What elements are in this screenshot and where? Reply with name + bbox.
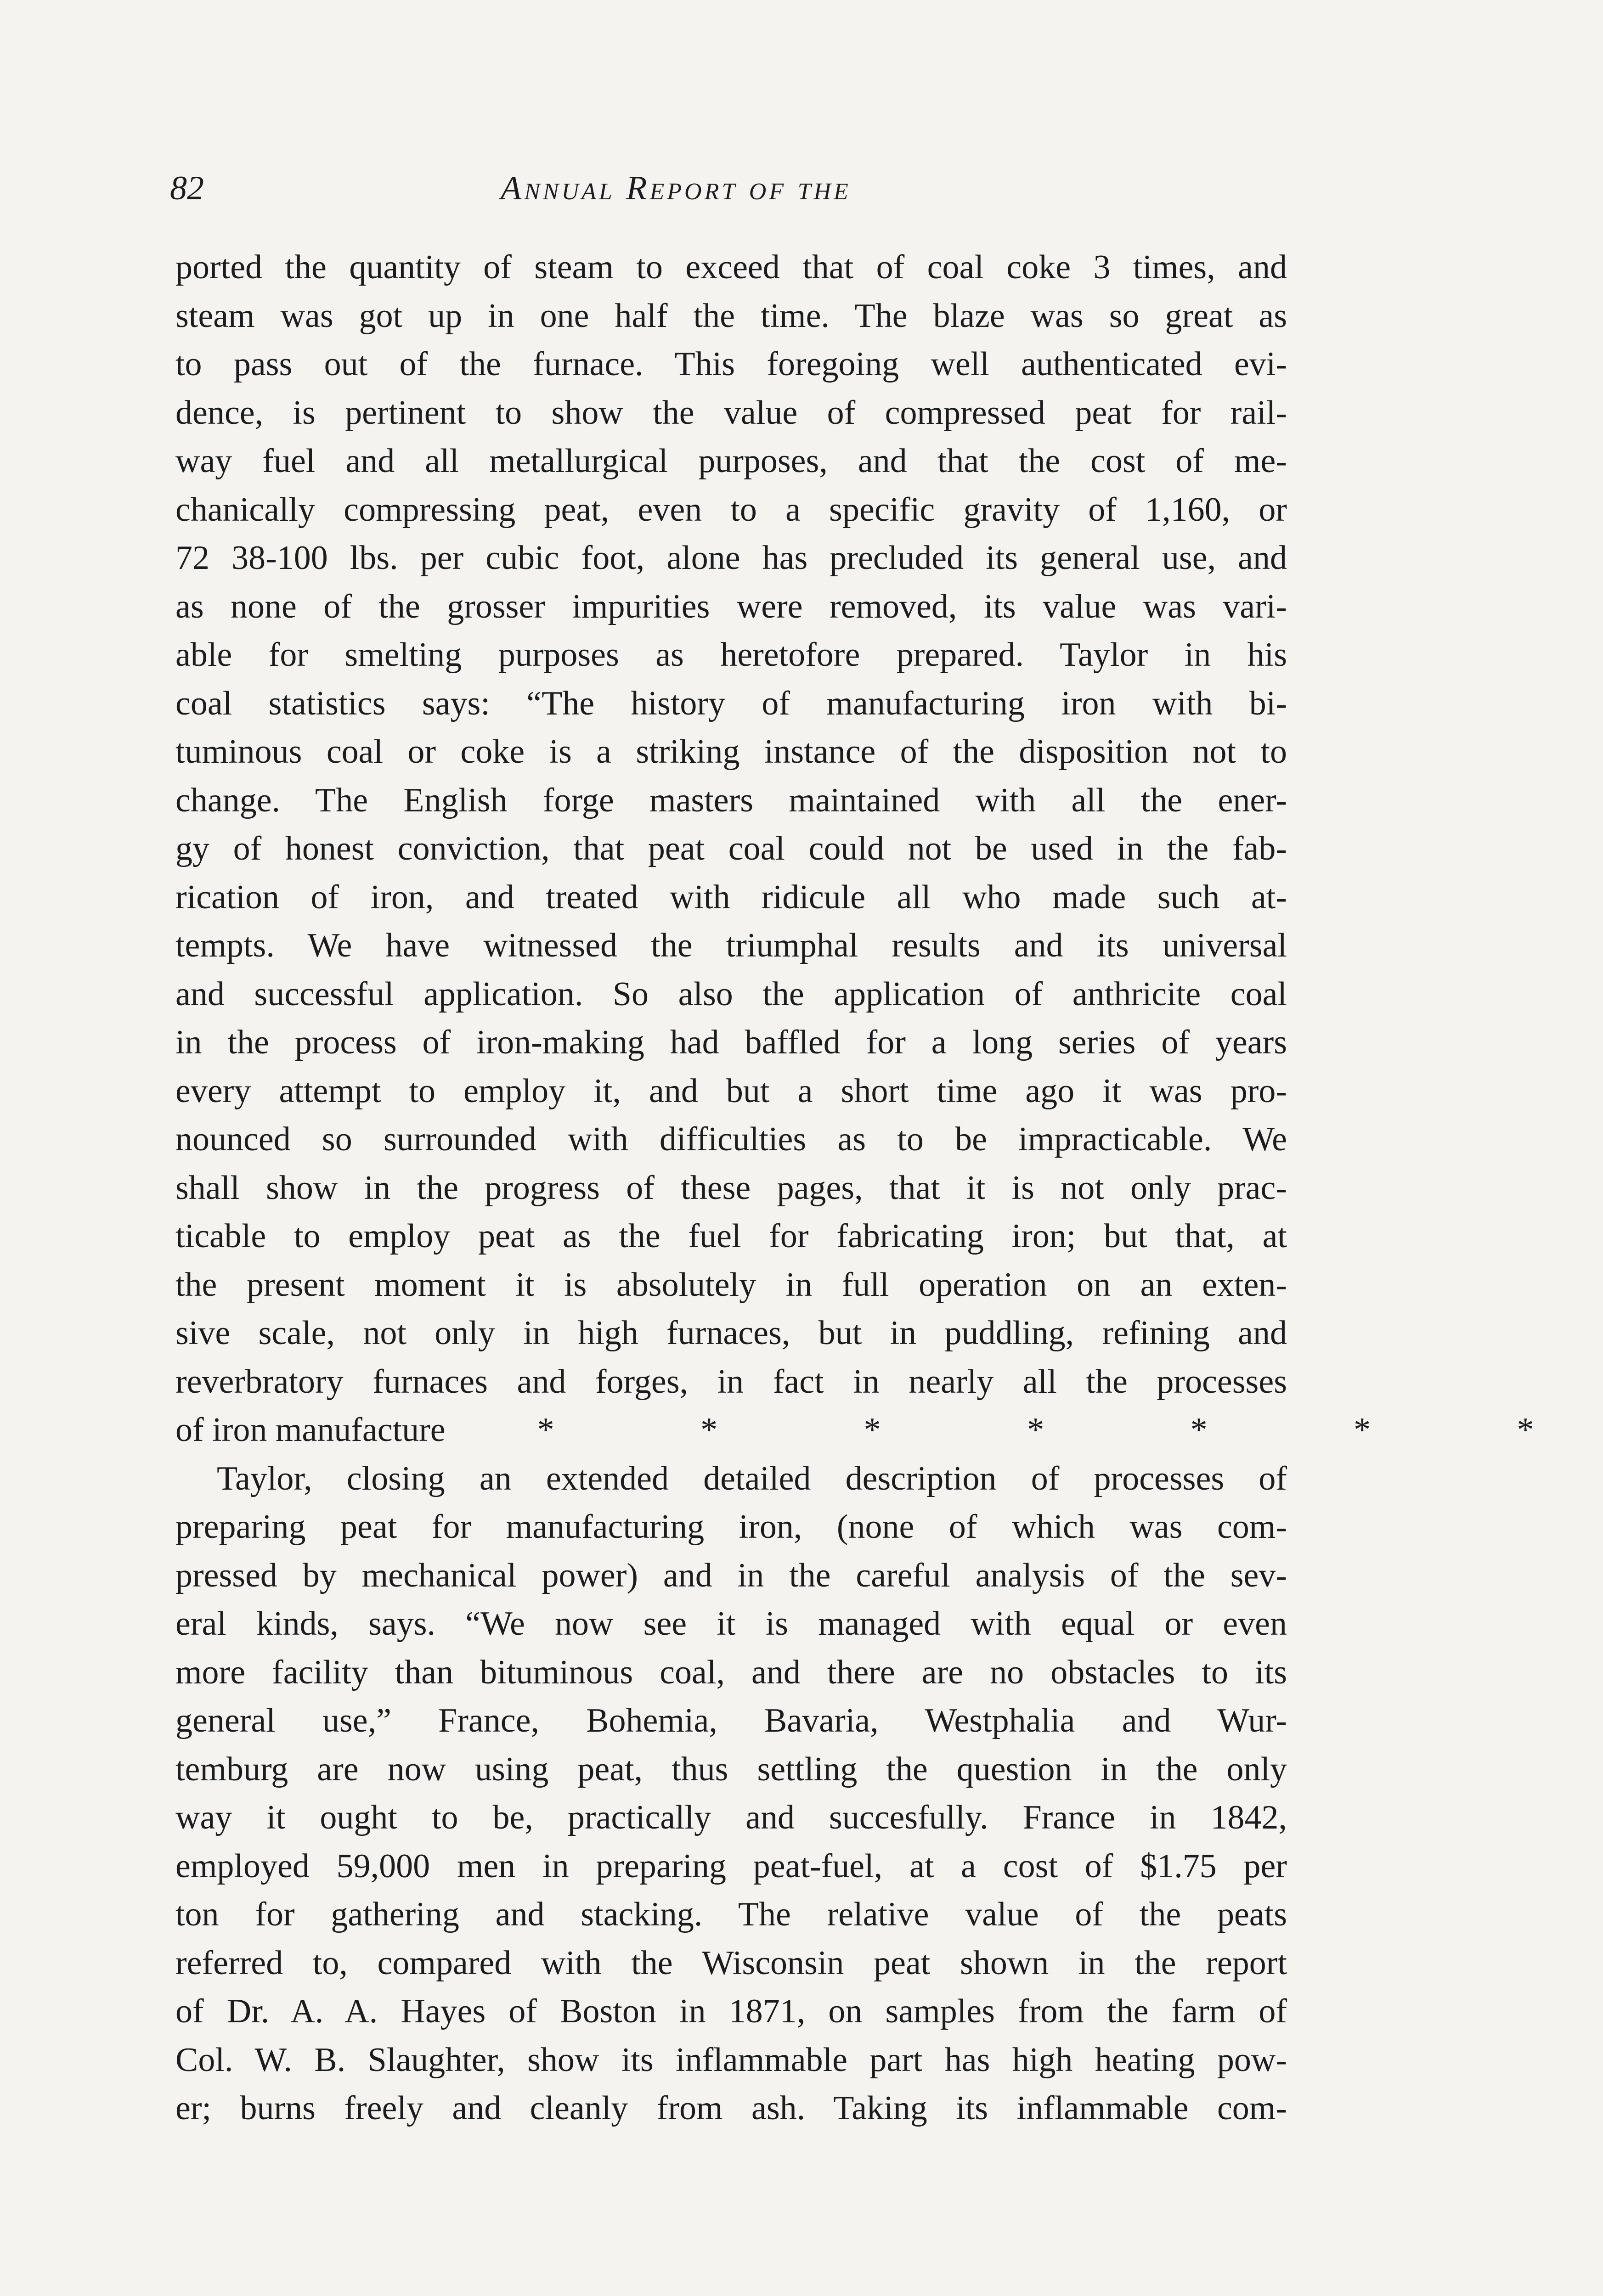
- text-line: temburg are now using peat, thus settling the question in the only: [175, 1750, 1287, 1788]
- text-line-manufacture: [175, 1406, 1603, 1455]
- text-line: the present moment it is absolutely in full operation on an exten-: [175, 1266, 1287, 1304]
- paragraph-start-line: Taylor, closing an extended detailed description of processes of: [217, 1459, 1287, 1497]
- text-line: ton for gathering and stacking. The relative value of the peats: [175, 1896, 1287, 1933]
- ellipsis-asterisks: * * * * * * *: [537, 1411, 1603, 1449]
- text-line: er; burns freely and cleanly from ash. Taking its inflammable com-: [175, 2089, 1287, 2127]
- text-line: reverbratory furnaces and forges, in fact in nearly all the processes: [175, 1362, 1287, 1401]
- text-line: pressed by mechanical power) and in the careful analysis of the sev-: [175, 1556, 1287, 1594]
- text-line: dence, is pertinent to show the value of compressed peat for rail-: [175, 394, 1287, 432]
- text-line: way it ought to be, practically and succesfully. France in 1842,: [175, 1799, 1287, 1836]
- text-line: change. The English forge masters maintained with all the ener-: [175, 781, 1287, 819]
- text-line: and successful application. So also the application of anthricite coal: [175, 975, 1287, 1013]
- text-line: sive scale, not only in high furnaces, but in puddling, refining and: [175, 1314, 1287, 1352]
- text-line: to pass out of the furnace. This foregoing well authenticated evi-: [175, 345, 1287, 383]
- text-line: nounced so surrounded with difficulties as to be impracticable. We: [175, 1120, 1287, 1158]
- page-header: [170, 156, 1286, 220]
- text-line: tempts. We have witnessed the triumphal results and its universal: [175, 927, 1287, 964]
- text-line: way fuel and all metallurgical purposes, and that the cost of me-: [175, 442, 1287, 480]
- text-line: gy of honest conviction, that peat coal could not be used in the fab-: [175, 830, 1287, 867]
- text-line: coal statistics says: “The history of manufacturing iron with bi-: [175, 684, 1287, 722]
- page-number: 82: [170, 169, 204, 207]
- text-line: referred to, compared with the Wisconsin peat shown in the report: [175, 1944, 1287, 1982]
- text-line: employed 59,000 men in preparing peat-fuel, at a cost of $1.75 per: [175, 1847, 1287, 1885]
- text-line: preparing peat for manufacturing iron, (none of which was com-: [175, 1508, 1287, 1546]
- manufacture-text: of iron manufacture: [175, 1411, 446, 1449]
- text-line: able for smelting purposes as heretofore prepared. Taylor in his: [175, 636, 1287, 674]
- text-line: shall show in the progress of these pages, that it is not only prac-: [175, 1169, 1287, 1207]
- text-line: general use,” France, Bohemia, Bavaria, Westphalia and Wur-: [175, 1702, 1287, 1739]
- text-line: eral kinds, says. “We now see it is managed with equal or even: [175, 1605, 1287, 1643]
- text-line: in the process of iron-making had baffled for a long series of years: [175, 1024, 1287, 1061]
- text-line: more facility than bituminous coal, and there are no obstacles to its: [175, 1653, 1287, 1691]
- text-line: steam was got up in one half the time. The blaze was so great as: [175, 297, 1287, 335]
- text-line: of Dr. A. A. Hayes of Boston in 1871, on samples from the farm of: [175, 1992, 1287, 2030]
- text-line: 72 38-100 lbs. per cubic foot, alone has precluded its general use, and: [175, 539, 1287, 577]
- text-line: ported the quantity of steam to exceed that of coal coke 3 times, and: [175, 248, 1287, 286]
- text-line: every attempt to employ it, and but a short time ago it was pro-: [175, 1072, 1287, 1110]
- running-title: Annual Report of the: [501, 169, 851, 207]
- text-line: as none of the grosser impurities were removed, its value was vari-: [175, 587, 1287, 625]
- text-line: chanically compressing peat, even to a specific gravity of 1,160, or: [175, 490, 1287, 529]
- text-line: rication of iron, and treated with ridicule all who made such at-: [175, 878, 1287, 916]
- text-line: ticable to employ peat as the fuel for fabricating iron; but that, at: [175, 1217, 1287, 1255]
- body-text: [175, 243, 1603, 2133]
- text-line: tuminous coal or coke is a striking instance of the disposition not to: [175, 733, 1287, 771]
- text-line: Col. W. B. Slaughter, show its inflammable part has high heating pow-: [175, 2041, 1287, 2079]
